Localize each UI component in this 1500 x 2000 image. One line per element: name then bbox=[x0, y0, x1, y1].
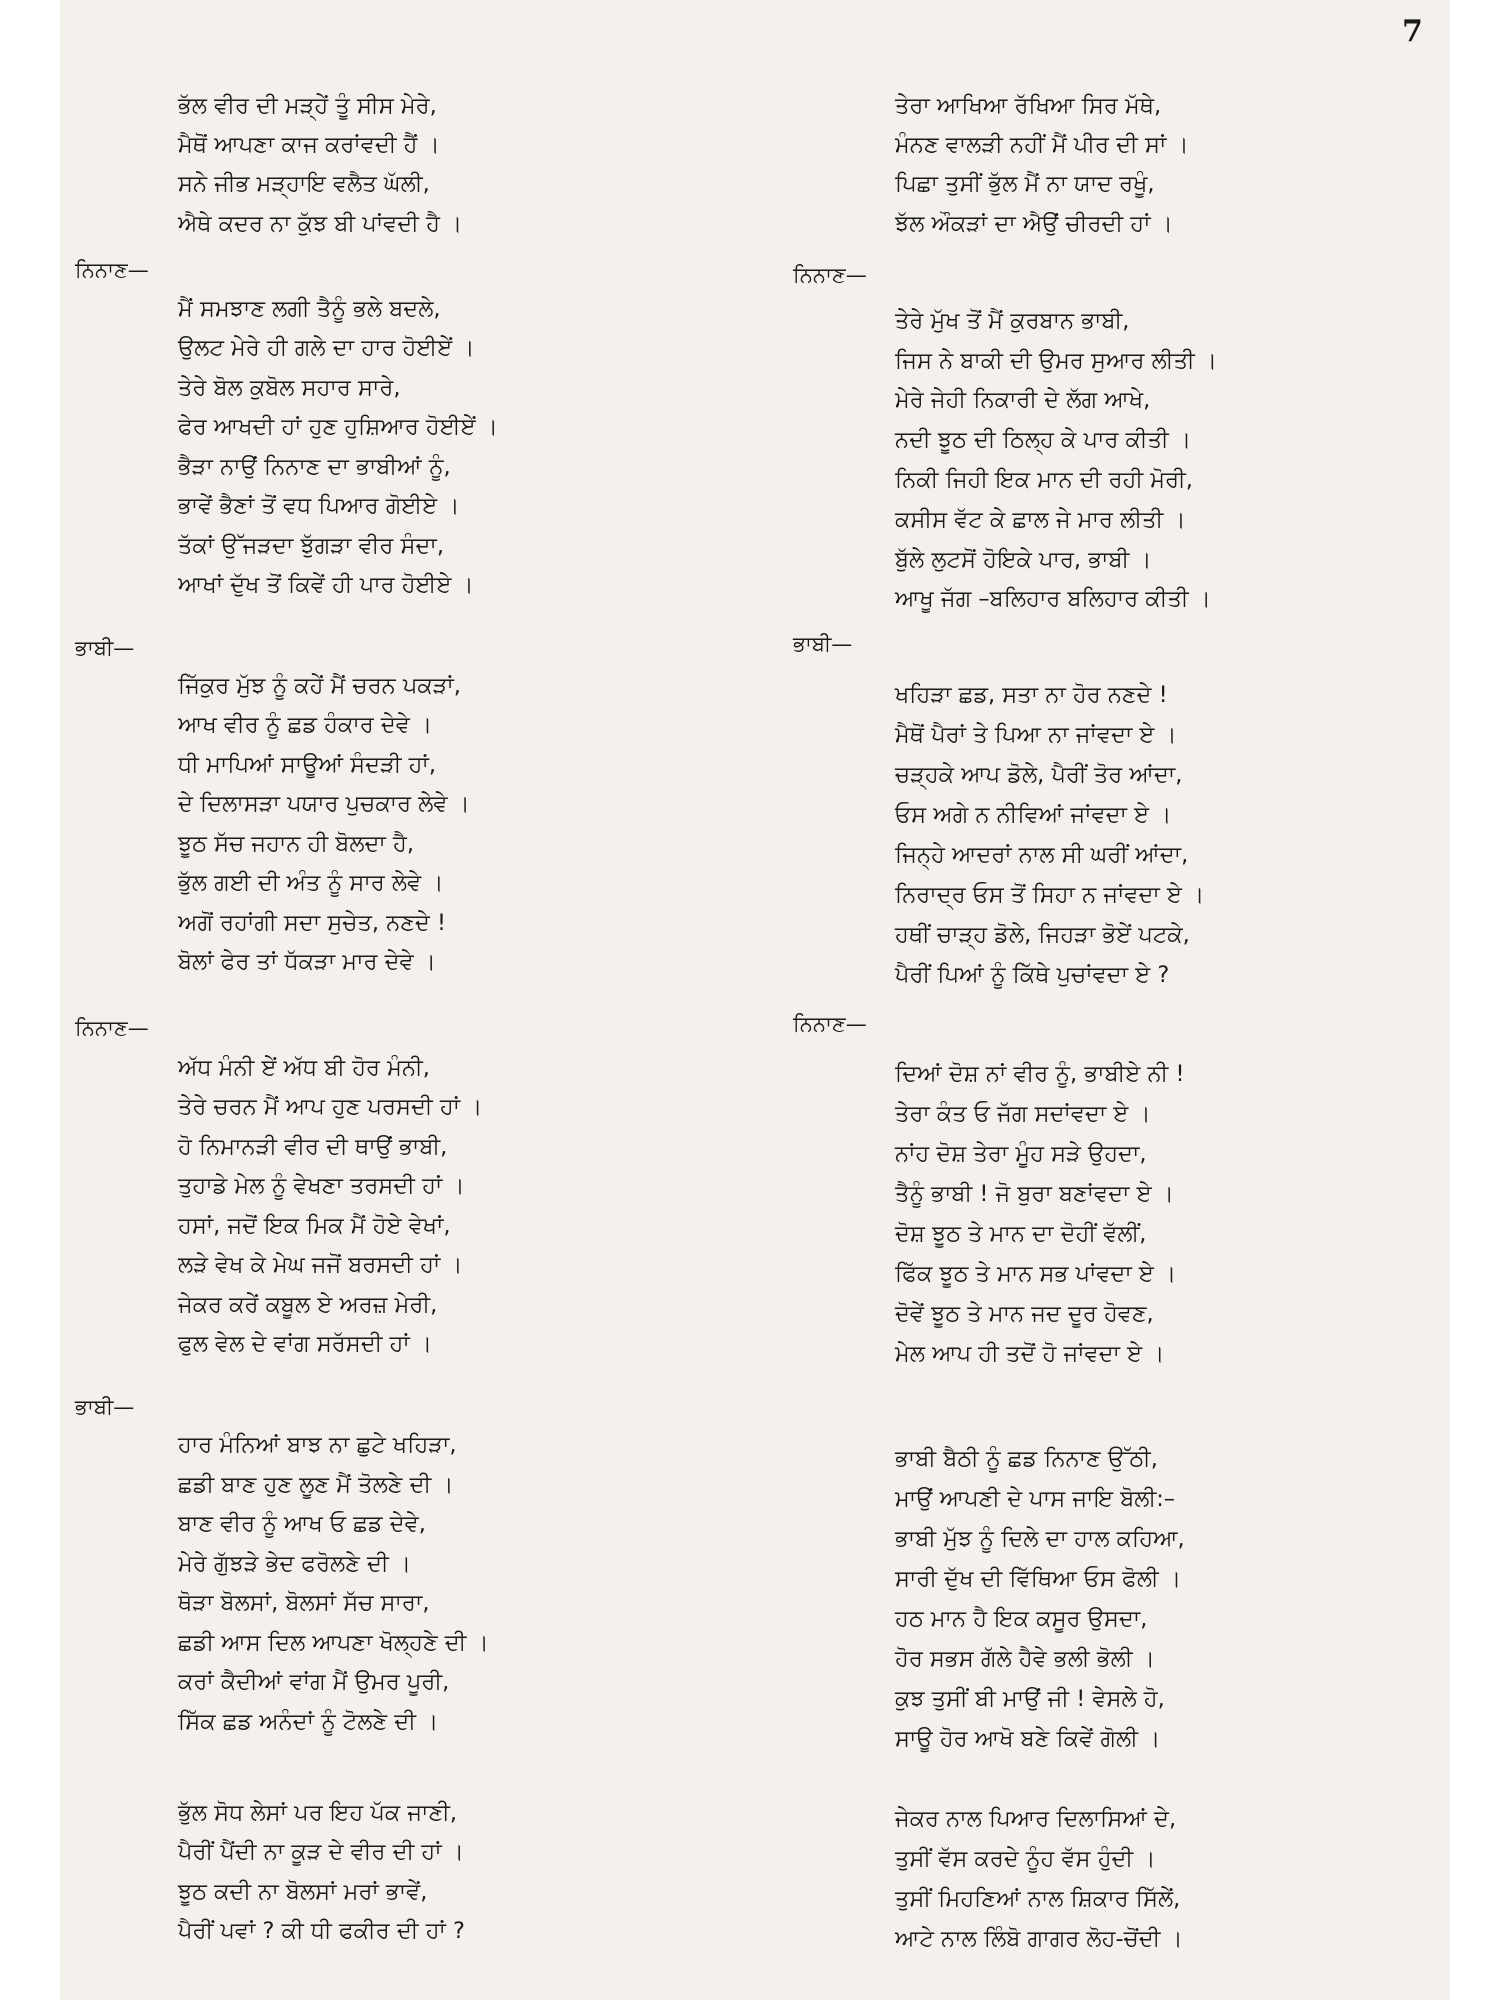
verse-line: ਝੂਠ ਸੱਚ ਜਹਾਨ ਹੀ ਬੋਲਦਾ ਹੈ, bbox=[178, 831, 414, 857]
verse-line: ਆਖ ਵੀਰ ਨੂੰ ਛਡ ਹੰਕਾਰ ਦੇਵੇ । bbox=[178, 712, 433, 738]
verse-line: ਸਨੇ ਜੀਭ ਮੜ੍ਹਾਇ ਵਲੈਤ ਘੱਲੀ, bbox=[178, 171, 430, 197]
verse-line: ਸਾਰੀ ਦੁੱਖ ਦੀ ਵਿੱਥਿਆ ਓਸ ਫੋਲੀ । bbox=[895, 1566, 1182, 1592]
verse-line: ਭੁੱਲ ਗਈ ਦੀ ਅੰਤ ਨੂੰ ਸਾਰ ਲੇਵੇ । bbox=[178, 870, 444, 896]
verse-line: ਛਡੀ ਬਾਣ ਹੁਣ ਲੂਣ ਮੈਂ ਤੋਲਣੇ ਦੀ । bbox=[178, 1472, 454, 1498]
verse-line: ਭੱਲ ਵੀਰ ਦੀ ਮੜ੍ਹੇਂ ਤੂੰ ਸੀਸ ਮੇਰੇ, bbox=[178, 93, 437, 119]
verse-line: ਦੋਸ਼ ਝੂਠ ਤੇ ਮਾਨ ਦਾ ਦੋਹੀਂ ਵੱਲੀਂ, bbox=[895, 1221, 1147, 1247]
verse-line: ਲੜੇ ਵੇਖ ਕੇ ਮੇਘ ਜਜੋਂ ਬਰਸਦੀ ਹਾਂ । bbox=[178, 1252, 463, 1278]
verse-line: ਆਖੂ ਜੱਗ –ਬਲਿਹਾਰ ਬਲਿਹਾਰ ਕੀਤੀ । bbox=[895, 586, 1211, 612]
page-number: 7 bbox=[1402, 14, 1423, 49]
verse-line: ਪੈਰੀਂ ਪਿਆਂ ਨੂੰ ਕਿੱਥੇ ਪੁਚਾਂਵਦਾ ਏ ? bbox=[895, 962, 1170, 988]
verse-line: ਫੁਲ ਵੇਲ ਦੇ ਵਾਂਗ ਸਰੱਸਦੀ ਹਾਂ । bbox=[178, 1331, 433, 1357]
verse-line: ਭਾਵੇਂ ਭੈਣਾਂ ਤੋਂ ਵਧ ਪਿਆਰ ਗੋਈਏ । bbox=[178, 493, 460, 519]
verse-line: ਤੁਹਾਡੇ ਮੇਲ ਨੂੰ ਵੇਖਣਾ ਤਰਸਦੀ ਹਾਂ । bbox=[178, 1173, 465, 1199]
verse-line: ਫਿੱਕ ਝੂਠ ਤੇ ਮਾਨ ਸਭ ਪਾਂਵਦਾ ਏ । bbox=[895, 1261, 1177, 1287]
verse-line: ਜਿਸ ਨੇ ਬਾਕੀ ਦੀ ਉਮਰ ਸੁਆਰ ਲੀਤੀ । bbox=[895, 348, 1218, 374]
verse-line: ਮੇਰੇ ਗੁੱਝੜੇ ਭੇਦ ਫਰੋਲਣੇ ਦੀ । bbox=[178, 1551, 412, 1577]
verse-line: ਬੁੱਲੇ ਲੁਟਸੋਂ ਹੋਇਕੇ ਪਾਰ, ਭਾਬੀ । bbox=[895, 547, 1152, 573]
verse-line: ਸਾਊ ਹੋਰ ਆਖੋ ਬਣੇ ਕਿਵੇਂ ਗੋਲੀ । bbox=[895, 1726, 1161, 1752]
verse-line: ਛਡੀ ਆਸ ਦਿਲ ਆਪਣਾ ਖੋਲ੍ਹਣੇ ਦੀ । bbox=[178, 1630, 489, 1656]
verse-line: ਮੈਂ ਸਮਝਾਣ ਲਗੀ ਤੈਨੂੰ ਭਲੇ ਬਦਲੇ, bbox=[178, 296, 441, 322]
verse-line: ਹੋਰ ਸਭਸ ਗੱਲੇ ਹੈਵੇ ਭਲੀ ਭੋਲੀ । bbox=[895, 1646, 1155, 1672]
speaker-label: ਨਿਨਾਣ— bbox=[75, 258, 149, 282]
verse-line: ਭਾਬੀ ਬੈਠੀ ਨੂੰ ਛਡ ਨਿਨਾਣ ਉੱਠੀ, bbox=[895, 1446, 1158, 1472]
verse-line: ਪੈਰੀਂ ਪੈਂਦੀ ਨਾ ਕੂੜ ਦੇ ਵੀਰ ਦੀ ਹਾਂ । bbox=[178, 1839, 464, 1865]
verse-line: ਤੇਰੇ ਚਰਨ ਮੈਂ ਆਪ ਹੁਣ ਪਰਸਦੀ ਹਾਂ । bbox=[178, 1094, 483, 1120]
verse-line: ਦੇ ਦਿਲਾਸੜਾ ਪਯਾਰ ਪੁਚਕਾਰ ਲੇਵੇ । bbox=[178, 791, 470, 817]
verse-line: ਤੇਰੇ ਬੋਲ ਕੁਬੋਲ ਸਹਾਰ ਸਾਰੇ, bbox=[178, 375, 401, 401]
verse-line: ਭੁੱਲ ਸੋਧ ਲੇਸਾਂ ਪਰ ਇਹ ਪੱਕ ਜਾਣੀ, bbox=[178, 1800, 458, 1826]
verse-line: ਤੱਕਾਂ ਉੱਜੜਦਾ ਝੁੱਗੜਾ ਵੀਰ ਸੰਦਾ, bbox=[178, 533, 445, 559]
verse-line: ਤੁਸੀਂ ਮਿਹਣਿਆਂ ਨਾਲ ਸ਼ਿਕਾਰ ਸਿੱਲੇਂ, bbox=[895, 1886, 1181, 1912]
speaker-label: ਨਿਨਾਣ— bbox=[793, 1012, 867, 1036]
verse-line: ਜੇਕਰ ਕਰੇਂ ਕਬੂਲ ਏ ਅਰਜ਼ ਮੇਰੀ, bbox=[178, 1292, 438, 1318]
verse-line: ਨਿਕੀ ਜਿਹੀ ਇਕ ਮਾਨ ਦੀ ਰਹੀ ਮੋਰੀ, bbox=[895, 467, 1193, 493]
verse-line: ਤੇਰਾ ਆਖਿਆ ਰੱਖਿਆ ਸਿਰ ਮੱਥੇ, bbox=[895, 93, 1162, 119]
verse-line: ਥੋੜਾ ਬੋਲਸਾਂ, ਬੋਲਸਾਂ ਸੱਚ ਸਾਰਾ, bbox=[178, 1590, 430, 1616]
verse-line: ਤੈਨੂੰ ਭਾਬੀ ! ਜੋ ਬੁਰਾ ਬਣਾਂਵਦਾ ਏ । bbox=[895, 1181, 1174, 1207]
verse-line: ਦਿਆਂ ਦੋਸ਼ ਨਾਂ ਵੀਰ ਨੂੰ, ਭਾਬੀਏ ਨੀ ! bbox=[895, 1061, 1185, 1087]
verse-line: ਮੇਲ ਆਪ ਹੀ ਤਦੋਂ ਹੋ ਜਾਂਵਦਾ ਏ । bbox=[895, 1341, 1165, 1367]
verse-line: ਫੇਰ ਆਖਦੀ ਹਾਂ ਹੁਣ ਹੁਸ਼ਿਆਰ ਹੋਈਏਂ । bbox=[178, 414, 498, 440]
verse-line: ਹਠ ਮਾਨ ਹੈ ਇਕ ਕਸੂਰ ਉਸਦਾ, bbox=[895, 1606, 1148, 1632]
speaker-label: ਨਿਨਾਣ— bbox=[75, 1016, 149, 1040]
verse-line: ਜਿਨ੍ਹੇ ਆਦਰਾਂ ਨਾਲ ਸੀ ਘਰੀਂ ਆਂਦਾ, bbox=[895, 842, 1189, 868]
verse-line: ਨਾਂਹ ਦੋਸ਼ ਤੇਰਾ ਮੂੰਹ ਸੜੇ ਉਹਦਾ, bbox=[895, 1141, 1147, 1167]
verse-line: ਖਹਿੜਾ ਛਡ, ਸਤਾ ਨਾ ਹੋਰ ਨਣਦੇ ! bbox=[895, 682, 1168, 708]
verse-line: ਤੇਰਾ ਕੰਤ ਓ ਜੱਗ ਸਦਾਂਵਦਾ ਏ । bbox=[895, 1101, 1151, 1127]
verse-line: ਮੈਥੋਂ ਪੈਰਾਂ ਤੇ ਪਿਆ ਨਾ ਜਾਂਵਦਾ ਏ । bbox=[895, 722, 1177, 748]
verse-line: ਚੜ੍ਹਕੇ ਆਪ ਡੋਲੇ, ਪੈਰੀਂ ਤੋਰ ਆਂਦਾ, bbox=[895, 762, 1183, 788]
verse-line: ਜਿੱਕੁਰ ਮੁੱਝ ਨੂੰ ਕਹੇਂ ਮੈਂ ਚਰਨ ਪਕੜਾਂ, bbox=[178, 673, 461, 699]
verse-line: ਮਾਉਂ ਆਪਣੀ ਦੇ ਪਾਸ ਜਾਇ ਬੋਲੀ:– bbox=[895, 1486, 1176, 1512]
verse-line: ਮੈਥੋਂ ਆਪਣਾ ਕਾਜ ਕਰਾਂਵਦੀ ਹੈਂ । bbox=[178, 132, 440, 158]
speaker-label: ਭਾਬੀ— bbox=[75, 636, 135, 660]
verse-line: ਝੱਲ ਔਕੜਾਂ ਦਾ ਐਉਂ ਚੀਰਦੀ ਹਾਂ । bbox=[895, 211, 1173, 237]
verse-line: ਪਿਛਾ ਤੁਸੀਂ ਭੁੱਲ ਮੈਂ ਨਾ ਯਾਦ ਰਖੂੰ, bbox=[895, 171, 1155, 197]
verse-line: ਕਰਾਂ ਕੈਦੀਆਂ ਵਾਂਗ ਮੈਂ ਉਮਰ ਪੂਰੀ, bbox=[178, 1669, 450, 1695]
verse-line: ਝੂਠ ਕਦੀ ਨਾ ਬੋਲਸਾਂ ਮਰਾਂ ਭਾਵੇਂ, bbox=[178, 1879, 428, 1905]
verse-line: ਨਦੀ ਝੂਠ ਦੀ ਠਿਲ੍ਹ ਕੇ ਪਾਰ ਕੀਤੀ । bbox=[895, 427, 1192, 453]
verse-line: ਮੇਰੇ ਜੇਹੀ ਨਿਕਾਰੀ ਦੇ ਲੱਗ ਆਖੇ, bbox=[895, 387, 1151, 413]
verse-line: ਬਾਣ ਵੀਰ ਨੂੰ ਆਖ ਓ ਛਡ ਦੇਵੇ, bbox=[178, 1511, 426, 1537]
verse-line: ਆਟੇ ਨਾਲ ਲਿੰਬੋ ਗਾਗਰ ਲੋਹ-ਚੋਂਦੀ । bbox=[895, 1926, 1183, 1952]
verse-line: ਤੇਰੇ ਮੁੱਖ ਤੋਂ ਮੈਂ ਕੁਰਬਾਨ ਭਾਬੀ, bbox=[895, 308, 1130, 334]
verse-line: ਭੈੜਾ ਨਾਉਂ ਨਿਨਾਣ ਦਾ ਭਾਬੀਆਂ ਨੂੰ, bbox=[178, 454, 451, 480]
verse-line: ਭਾਬੀ ਮੁੱਝ ਨੂੰ ਦਿਲੇ ਦਾ ਹਾਲ ਕਹਿਆ, bbox=[895, 1526, 1185, 1552]
speaker-label: ਭਾਬੀ— bbox=[793, 632, 853, 656]
speaker-label: ਭਾਬੀ— bbox=[75, 1395, 135, 1419]
verse-line: ਹਾਰ ਮੰਨਿਆਂ ਬਾਝ ਨਾ ਛੁਟੇ ਖਹਿੜਾ, bbox=[178, 1432, 457, 1458]
verse-line: ਪੈਰੀਂ ਪਵਾਂ ? ਕੀ ਧੀ ਫਕੀਰ ਦੀ ਹਾਂ ? bbox=[178, 1918, 465, 1944]
verse-line: ਹਥੀਂ ਚਾੜ੍ਹ ਡੋਲੇ, ਜਿਹੜਾ ਭੋਏਂ ਪਟਕੇ, bbox=[895, 922, 1190, 948]
verse-line: ਸਿੱਕ ਛਡ ਅਨੰਦਾਂ ਨੂੰ ਟੋਲਣੇ ਦੀ । bbox=[178, 1709, 439, 1735]
verse-line: ਬੋਲਾਂ ਫੇਰ ਤਾਂ ਧੱਕੜਾ ਮਾਰ ਦੇਵੇ । bbox=[178, 949, 436, 975]
verse-line: ਅਗੋਂ ਰਹਾਂਗੀ ਸਦਾ ਸੁਚੇਤ, ਨਣਦੇ ! bbox=[178, 910, 446, 936]
verse-line: ਧੀ ਮਾਪਿਆਂ ਸਾਊਆਂ ਸੰਦੜੀ ਹਾਂ, bbox=[178, 752, 437, 778]
verse-line: ਓਸ ਅਗੇ ਨ ਨੀਵਿਆਂ ਜਾਂਵਦਾ ਏ । bbox=[895, 802, 1172, 828]
verse-line: ਐਥੇ ਕਦਰ ਨਾ ਕੁੱਝ ਬੀ ਪਾਂਵਦੀ ਹੈ । bbox=[178, 211, 463, 237]
verse-line: ਜੇਕਰ ਨਾਲ ਪਿਆਰ ਦਿਲਾਸਿਆਂ ਦੇ, bbox=[895, 1806, 1177, 1832]
verse-line: ਕਸੀਸ ਵੱਟ ਕੇ ਛਾਲ ਜੇ ਮਾਰ ਲੀਤੀ । bbox=[895, 507, 1186, 533]
verse-line: ਆਖਾਂ ਦੁੱਖ ਤੋਂ ਕਿਵੇਂ ਹੀ ਪਾਰ ਹੋਈਏ । bbox=[178, 572, 474, 598]
verse-line: ਤੁਸੀਂ ਵੱਸ ਕਰਦੇ ਨੂੰਹ ਵੱਸ ਹੁੰਦੀ । bbox=[895, 1846, 1156, 1872]
verse-line: ਕੁਝ ਤੁਸੀਂ ਬੀ ਮਾਉਂ ਜੀ ! ਵੇਸਲੇ ਹੋ, bbox=[895, 1686, 1165, 1712]
speaker-label: ਨਿਨਾਣ— bbox=[793, 263, 867, 287]
verse-line: ਅੱਧ ਮੰਨੀ ਏਂ ਅੱਧ ਬੀ ਹੋਰ ਮੰਨੀ, bbox=[178, 1055, 430, 1081]
verse-line: ਉਲਟ ਮੇਰੇ ਹੀ ਗਲੇ ਦਾ ਹਾਰ ਹੋਈਏਂ । bbox=[178, 335, 475, 361]
verse-line: ਮੰਨਣ ਵਾਲੜੀ ਨਹੀਂ ਮੈਂ ਪੀਰ ਦੀ ਸਾਂ । bbox=[895, 132, 1189, 158]
verse-line: ਹਸਾਂ, ਜਦੋਂ ਇਕ ਮਿਕ ਮੈਂ ਹੋਏ ਵੇਖਾਂ, bbox=[178, 1213, 451, 1239]
verse-line: ਨਿਰਾਦ੍ਰ ਓਸ ਤੋਂ ਸਿਹਾ ਨ ਜਾਂਵਦਾ ਏ । bbox=[895, 882, 1205, 908]
verse-line: ਹੋ ਨਿਮਾਨੜੀ ਵੀਰ ਦੀ ਥਾਉਂ ਭਾਬੀ, bbox=[178, 1134, 448, 1160]
verse-line: ਦੋਵੇਂ ਝੂਠ ਤੇ ਮਾਨ ਜਦ ਦੂਰ ਹੋਵਣ, bbox=[895, 1301, 1154, 1327]
